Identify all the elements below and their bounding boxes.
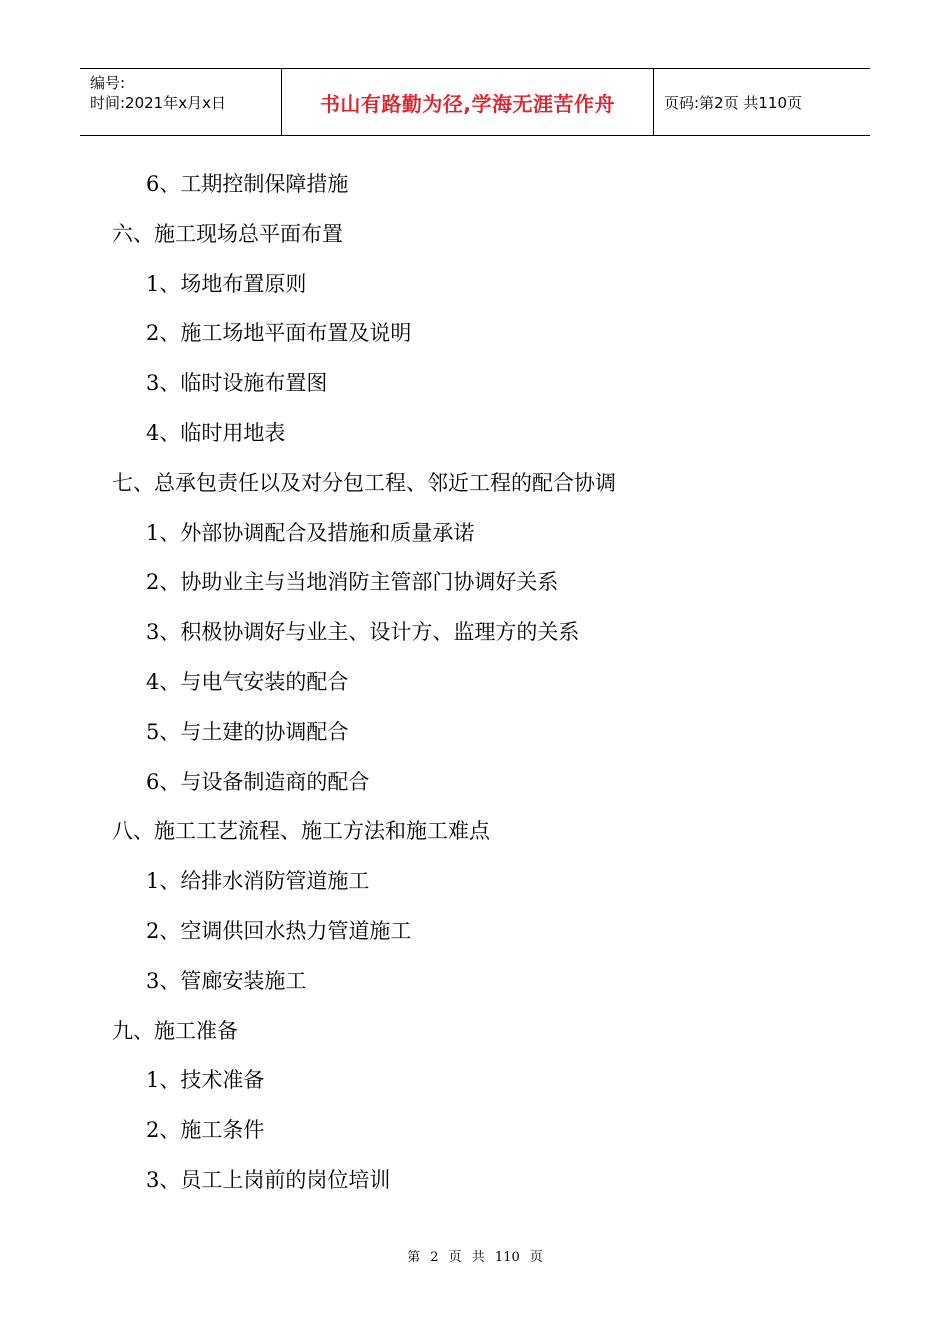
header-page-info: 页码:第2页 共110页 (664, 93, 802, 112)
document-number-label: 编号: (90, 74, 126, 92)
toc-item: 1、场地布置原则 (146, 271, 307, 296)
toc-item: 3、临时设施布置图 (146, 371, 328, 396)
toc-item: 2、施工场地平面布置及说明 (146, 321, 412, 346)
footer-page-number: 第 2 页 共 110 页 (407, 1250, 543, 1265)
toc-item: 4、临时用地表 (146, 420, 286, 445)
toc-item: 6、与设备制造商的配合 (146, 769, 370, 794)
toc-item: 1、给排水消防管道施工 (146, 869, 370, 894)
header-motto-cell (282, 69, 654, 135)
toc-item: 3、积极协调好与业主、设计方、监理方的关系 (146, 620, 580, 645)
document-header (80, 68, 870, 136)
toc-section: 九、施工准备 (112, 1018, 238, 1043)
toc-item: 3、管廊安装施工 (146, 968, 307, 993)
toc-section: 七、总承包责任以及对分包工程、邻近工程的配合协调 (112, 470, 616, 495)
toc-item: 1、技术准备 (146, 1068, 265, 1093)
header-page-cell (654, 69, 870, 135)
toc-item: 5、与土建的协调配合 (146, 719, 349, 744)
toc-item: 6、工期控制保障措施 (146, 172, 349, 196)
toc-section: 八、施工工艺流程、施工方法和施工难点 (112, 819, 490, 844)
table-of-contents (0, 160, 950, 1206)
toc-item: 3、员工上岗前的岗位培训 (146, 1167, 391, 1192)
toc-item: 1、外部协调配合及措施和质量承诺 (146, 520, 475, 545)
document-date: 时间:2021年x月x日 (90, 94, 226, 112)
toc-item: 2、空调供回水热力管道施工 (146, 918, 412, 943)
header-meta-cell (80, 69, 282, 135)
toc-section: 六、施工现场总平面布置 (112, 221, 343, 246)
toc-item: 2、施工条件 (146, 1118, 265, 1143)
toc-item: 2、协助业主与当地消防主管部门协调好关系 (146, 570, 559, 595)
toc-item: 4、与电气安装的配合 (146, 669, 349, 694)
page-footer (0, 1246, 950, 1265)
header-motto: 书山有路勤为径,学海无涯苦作舟 (319, 91, 616, 116)
